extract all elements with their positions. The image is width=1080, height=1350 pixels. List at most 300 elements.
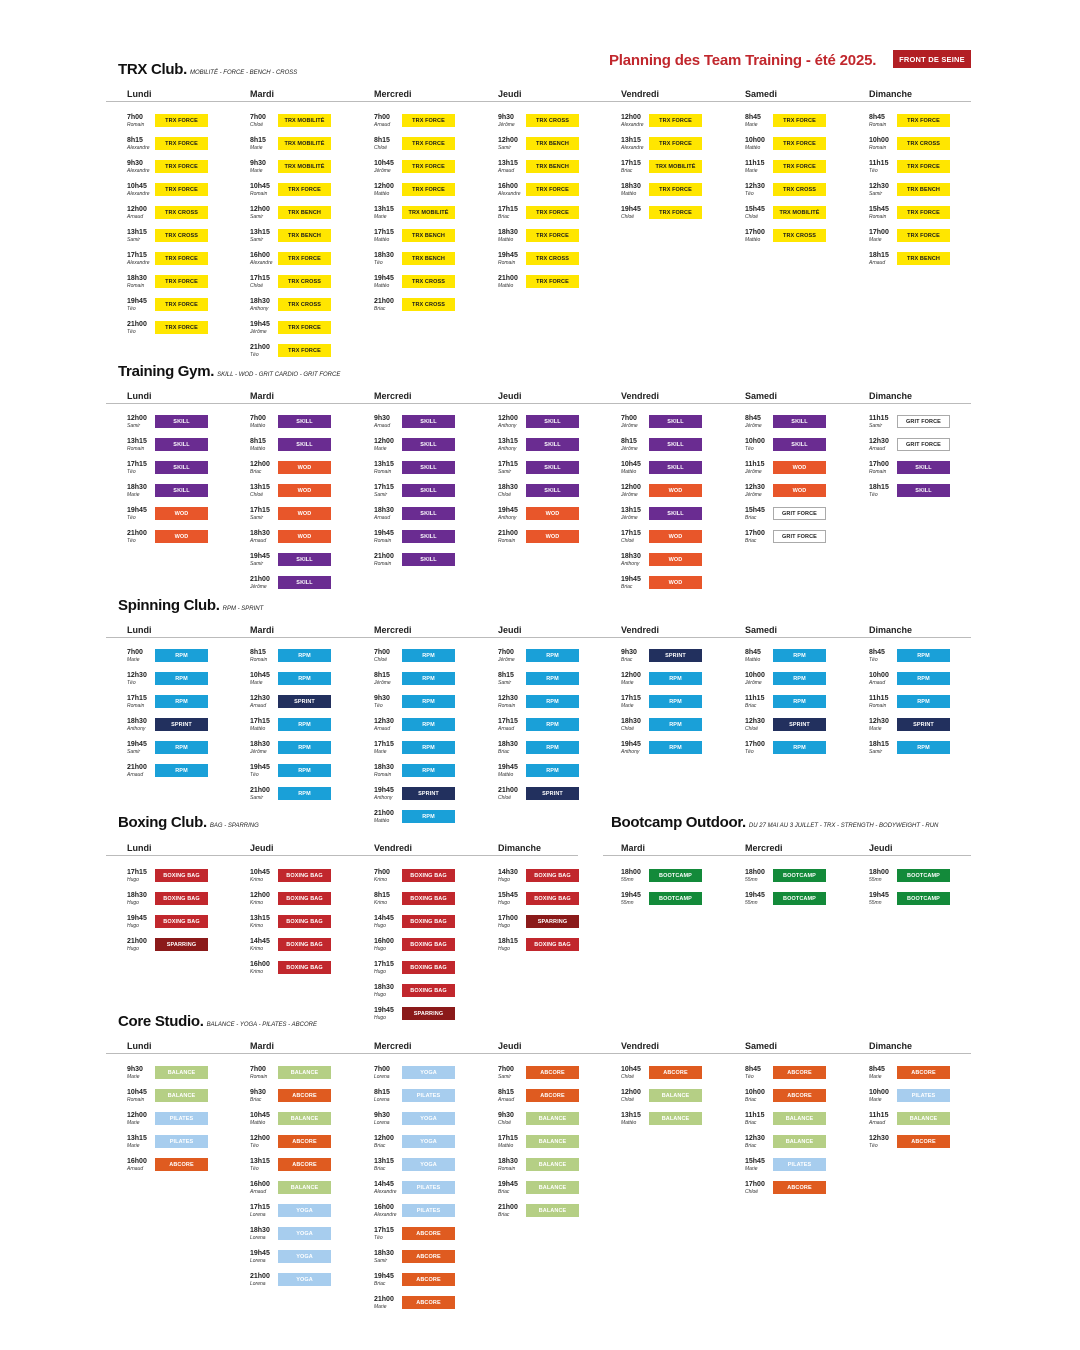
class-badge-boxing-bag[interactable]: BOXING BAG xyxy=(402,938,455,951)
class-badge-sprint[interactable]: SPRINT xyxy=(278,695,331,708)
session-slot xyxy=(498,1135,580,1151)
session-coach: Briac xyxy=(745,1097,757,1103)
day-header-vendredi: Vendredi xyxy=(621,89,660,99)
session-time: 15h45 xyxy=(745,1158,765,1165)
class-badge-trx-force[interactable]: TRX FORCE xyxy=(155,114,208,127)
session-coach: Alexandre xyxy=(127,168,150,174)
session-time: 7h00 xyxy=(498,649,514,656)
session-slot xyxy=(374,1089,456,1105)
session-time: 17h15 xyxy=(498,1135,518,1142)
class-badge-abcore[interactable]: ABCORE xyxy=(402,1250,455,1263)
class-badge-sprint[interactable]: SPRINT xyxy=(897,718,950,731)
class-badge-bootcamp[interactable]: BOOTCAMP xyxy=(773,892,826,905)
class-badge-skill[interactable]: SKILL xyxy=(402,415,455,428)
session-slot xyxy=(374,275,456,291)
class-badge-boxing-bag[interactable]: BOXING BAG xyxy=(278,869,331,882)
class-badge-trx-bench[interactable]: TRX BENCH xyxy=(526,160,579,173)
session-time: 21h00 xyxy=(127,764,147,771)
class-badge-wod[interactable]: WOD xyxy=(155,530,208,543)
session-slot xyxy=(250,1066,332,1082)
class-badge-sparring[interactable]: SPARRING xyxy=(155,938,208,951)
class-badge-rpm[interactable]: RPM xyxy=(155,695,208,708)
class-badge-balance[interactable]: BALANCE xyxy=(526,1158,579,1171)
class-badge-skill[interactable]: SKILL xyxy=(402,461,455,474)
class-badge-wod[interactable]: WOD xyxy=(526,507,579,520)
class-badge-skill[interactable]: SKILL xyxy=(649,415,702,428)
session-coach: Marie xyxy=(869,726,882,732)
class-badge-trx-cross[interactable]: TRX CROSS xyxy=(526,252,579,265)
class-badge-balance[interactable]: BALANCE xyxy=(526,1181,579,1194)
session-coach: Marie xyxy=(374,214,387,220)
class-badge-bootcamp[interactable]: BOOTCAMP xyxy=(773,869,826,882)
class-badge-trx-force[interactable]: TRX FORCE xyxy=(155,298,208,311)
session-coach: Samir xyxy=(250,561,264,567)
class-badge-rpm[interactable]: RPM xyxy=(155,672,208,685)
class-badge-trx-force[interactable]: TRX FORCE xyxy=(897,114,950,127)
class-badge-trx-mobilite[interactable]: TRX MOBILITÉ xyxy=(278,114,331,127)
class-badge-abcore[interactable]: ABCORE xyxy=(278,1135,331,1148)
class-badge-abcore[interactable]: ABCORE xyxy=(402,1296,455,1309)
session-coach: Romain xyxy=(250,657,268,663)
class-badge-rpm[interactable]: RPM xyxy=(526,718,579,731)
class-badge-balance[interactable]: BALANCE xyxy=(526,1135,579,1148)
session-coach: Mattéo xyxy=(250,726,266,732)
session-slot xyxy=(127,415,209,431)
session-time: 16h00 xyxy=(250,1181,270,1188)
session-time: 19h45 xyxy=(745,892,765,899)
session-coach: Briac xyxy=(745,1143,757,1149)
class-badge-trx-force[interactable]: TRX FORCE xyxy=(155,160,208,173)
class-badge-sprint[interactable]: SPRINT xyxy=(649,649,702,662)
day-header-jeudi: Jeudi xyxy=(498,89,522,99)
class-badge-trx-force[interactable]: TRX FORCE xyxy=(155,321,208,334)
session-coach: Marie xyxy=(127,492,140,498)
class-badge-rpm[interactable]: RPM xyxy=(278,741,331,754)
class-badge-balance[interactable]: BALANCE xyxy=(155,1089,208,1102)
class-badge-trx-cross[interactable]: TRX CROSS xyxy=(526,114,579,127)
class-badge-rpm[interactable]: RPM xyxy=(278,787,331,800)
class-badge-boxing-bag[interactable]: BOXING BAG xyxy=(155,915,208,928)
session-time: 10h45 xyxy=(127,1089,147,1096)
class-badge-rpm[interactable]: RPM xyxy=(897,741,950,754)
session-time: 12h00 xyxy=(127,415,147,422)
class-badge-rpm[interactable]: RPM xyxy=(773,695,826,708)
class-badge-rpm[interactable]: RPM xyxy=(526,649,579,662)
class-badge-rpm[interactable]: RPM xyxy=(897,649,950,662)
class-badge-skill[interactable]: SKILL xyxy=(526,484,579,497)
session-time: 13h15 xyxy=(621,137,641,144)
class-badge-wod[interactable]: WOD xyxy=(278,484,331,497)
class-badge-trx-force[interactable]: TRX FORCE xyxy=(402,137,455,150)
class-badge-trx-cross[interactable]: TRX CROSS xyxy=(773,183,826,196)
class-badge-trx-cross[interactable]: TRX CROSS xyxy=(278,275,331,288)
class-badge-balance[interactable]: BALANCE xyxy=(649,1089,702,1102)
class-badge-trx-force[interactable]: TRX FORCE xyxy=(897,229,950,242)
class-badge-skill[interactable]: SKILL xyxy=(526,438,579,451)
class-badge-skill[interactable]: SKILL xyxy=(278,576,331,589)
class-badge-trx-force[interactable]: TRX FORCE xyxy=(155,252,208,265)
class-badge-yoga[interactable]: YOGA xyxy=(278,1227,331,1240)
class-badge-skill[interactable]: SKILL xyxy=(526,415,579,428)
class-badge-trx-mobilite[interactable]: TRX MOBILITÉ xyxy=(278,137,331,150)
session-coach: Arnaud xyxy=(498,168,515,174)
class-badge-balance[interactable]: BALANCE xyxy=(897,1112,950,1125)
class-badge-skill[interactable]: SKILL xyxy=(402,438,455,451)
session-time: 12h00 xyxy=(621,672,641,679)
class-badge-abcore[interactable]: ABCORE xyxy=(649,1066,702,1079)
class-badge-rpm[interactable]: RPM xyxy=(155,741,208,754)
class-badge-skill[interactable]: SKILL xyxy=(155,438,208,451)
session-time: 7h00 xyxy=(250,415,266,422)
class-badge-trx-cross[interactable]: TRX CROSS xyxy=(155,229,208,242)
class-badge-rpm[interactable]: RPM xyxy=(402,718,455,731)
class-badge-balance[interactable]: BALANCE xyxy=(773,1112,826,1125)
class-badge-wod[interactable]: WOD xyxy=(155,507,208,520)
class-badge-abcore[interactable]: ABCORE xyxy=(526,1089,579,1102)
class-badge-rpm[interactable]: RPM xyxy=(773,649,826,662)
class-badge-trx-force[interactable]: TRX FORCE xyxy=(773,137,826,150)
session-coach: Téo xyxy=(869,168,878,174)
class-badge-trx-force[interactable]: TRX FORCE xyxy=(402,114,455,127)
class-badge-boxing-bag[interactable]: BOXING BAG xyxy=(278,915,331,928)
class-badge-bootcamp[interactable]: BOOTCAMP xyxy=(897,892,950,905)
class-badge-abcore[interactable]: ABCORE xyxy=(278,1089,331,1102)
class-badge-trx-mobilite[interactable]: TRX MOBILITÉ xyxy=(278,160,331,173)
class-badge-skill[interactable]: SKILL xyxy=(278,553,331,566)
class-badge-rpm[interactable]: RPM xyxy=(278,672,331,685)
class-badge-trx-cross[interactable]: TRX CROSS xyxy=(402,298,455,311)
class-badge-pilates[interactable]: PILATES xyxy=(402,1089,455,1102)
session-slot xyxy=(745,461,827,477)
session-coach: Jérôme xyxy=(621,423,638,429)
session-coach: Alexandre xyxy=(374,1189,397,1195)
session-time: 10h45 xyxy=(621,461,641,468)
class-badge-abcore[interactable]: ABCORE xyxy=(402,1227,455,1240)
session-coach: Alexandre xyxy=(127,191,150,197)
session-slot xyxy=(250,321,332,337)
class-badge-pilates[interactable]: PILATES xyxy=(155,1135,208,1148)
session-coach: Marie xyxy=(621,680,634,686)
class-badge-trx-force[interactable]: TRX FORCE xyxy=(526,183,579,196)
class-badge-trx-force[interactable]: TRX FORCE xyxy=(526,275,579,288)
session-slot xyxy=(127,206,209,222)
class-badge-balance[interactable]: BALANCE xyxy=(155,1066,208,1079)
session-coach: Jérôme xyxy=(250,329,267,335)
class-badge-boxing-bag[interactable]: BOXING BAG xyxy=(278,938,331,951)
class-badge-skill[interactable]: SKILL xyxy=(155,415,208,428)
class-badge-boxing-bag[interactable]: BOXING BAG xyxy=(155,892,208,905)
session-coach: Romain xyxy=(498,538,516,544)
class-badge-rpm[interactable]: RPM xyxy=(402,810,455,823)
class-badge-boxing-bag[interactable]: BOXING BAG xyxy=(402,892,455,905)
class-badge-skill[interactable]: SKILL xyxy=(155,461,208,474)
class-badge-rpm[interactable]: RPM xyxy=(773,741,826,754)
class-badge-bootcamp[interactable]: BOOTCAMP xyxy=(649,892,702,905)
class-badge-yoga[interactable]: YOGA xyxy=(278,1204,331,1217)
session-coach: Romain xyxy=(498,703,516,709)
class-badge-trx-mobilite[interactable]: TRX MOBILITÉ xyxy=(649,160,702,173)
class-badge-rpm[interactable]: RPM xyxy=(278,649,331,662)
class-badge-boxing-bag[interactable]: BOXING BAG xyxy=(526,938,579,951)
class-badge-trx-mobilite[interactable]: TRX MOBILITÉ xyxy=(773,206,826,219)
class-badge-yoga[interactable]: YOGA xyxy=(278,1250,331,1263)
class-badge-wod[interactable]: WOD xyxy=(526,530,579,543)
class-badge-balance[interactable]: BALANCE xyxy=(526,1204,579,1217)
class-badge-rpm[interactable]: RPM xyxy=(897,672,950,685)
session-coach: Arnaud xyxy=(869,1120,886,1126)
class-badge-wod[interactable]: WOD xyxy=(278,507,331,520)
class-badge-trx-cross[interactable]: TRX CROSS xyxy=(897,137,950,150)
session-slot xyxy=(374,1007,456,1023)
class-badge-sparring[interactable]: SPARRING xyxy=(402,1007,455,1020)
class-badge-boxing-bag[interactable]: BOXING BAG xyxy=(402,961,455,974)
session-coach: Krimo xyxy=(250,877,264,883)
session-coach: Téo xyxy=(250,352,259,358)
class-badge-abcore[interactable]: ABCORE xyxy=(897,1135,950,1148)
class-badge-wod[interactable]: WOD xyxy=(649,484,702,497)
class-badge-rpm[interactable]: RPM xyxy=(649,672,702,685)
session-coach: Jérôme xyxy=(745,423,762,429)
class-badge-boxing-bag[interactable]: BOXING BAG xyxy=(402,984,455,997)
class-badge-yoga[interactable]: YOGA xyxy=(402,1158,455,1171)
class-badge-wod[interactable]: WOD xyxy=(278,530,331,543)
class-badge-skill[interactable]: SKILL xyxy=(155,484,208,497)
class-badge-rpm[interactable]: RPM xyxy=(649,718,702,731)
session-coach: Téo xyxy=(250,1166,259,1172)
session-coach: Marie xyxy=(127,657,140,663)
class-badge-bootcamp[interactable]: BOOTCAMP xyxy=(897,869,950,882)
class-badge-abcore[interactable]: ABCORE xyxy=(773,1089,826,1102)
class-badge-yoga[interactable]: YOGA xyxy=(402,1066,455,1079)
class-badge-balance[interactable]: BALANCE xyxy=(278,1181,331,1194)
session-coach: Marie xyxy=(250,168,263,174)
class-badge-pilates[interactable]: PILATES xyxy=(402,1181,455,1194)
session-time: 12h30 xyxy=(745,183,765,190)
class-badge-balance[interactable]: BALANCE xyxy=(278,1066,331,1079)
class-badge-rpm[interactable]: RPM xyxy=(526,764,579,777)
class-badge-wod[interactable]: WOD xyxy=(773,461,826,474)
class-badge-skill[interactable]: SKILL xyxy=(773,438,826,451)
class-badge-boxing-bag[interactable]: BOXING BAG xyxy=(402,869,455,882)
class-badge-rpm[interactable]: RPM xyxy=(402,695,455,708)
class-badge-rpm[interactable]: RPM xyxy=(649,695,702,708)
class-badge-skill[interactable]: SKILL xyxy=(402,553,455,566)
session-coach: Chloé xyxy=(745,214,759,220)
class-badge-abcore[interactable]: ABCORE xyxy=(897,1066,950,1079)
class-badge-rpm[interactable]: RPM xyxy=(773,672,826,685)
session-slot xyxy=(250,229,332,245)
class-badge-skill[interactable]: SKILL xyxy=(649,507,702,520)
session-slot xyxy=(374,1135,456,1151)
class-badge-rpm[interactable]: RPM xyxy=(402,672,455,685)
class-badge-rpm[interactable]: RPM xyxy=(278,718,331,731)
session-coach: Anthony xyxy=(127,726,146,732)
session-coach: Lorena xyxy=(374,1120,390,1126)
class-badge-trx-force[interactable]: TRX FORCE xyxy=(278,183,331,196)
class-badge-trx-cross[interactable]: TRX CROSS xyxy=(155,206,208,219)
class-badge-abcore[interactable]: ABCORE xyxy=(773,1181,826,1194)
class-badge-grit-force[interactable]: GRIT FORCE xyxy=(773,507,826,520)
class-badge-abcore[interactable]: ABCORE xyxy=(155,1158,208,1171)
class-badge-sprint[interactable]: SPRINT xyxy=(155,718,208,731)
session-slot xyxy=(374,438,456,454)
class-badge-trx-force[interactable]: TRX FORCE xyxy=(773,114,826,127)
day-header-lundi: Lundi xyxy=(127,391,152,401)
class-badge-trx-force[interactable]: TRX FORCE xyxy=(649,206,702,219)
class-badge-skill[interactable]: SKILL xyxy=(402,484,455,497)
session-coach: Romain xyxy=(498,1166,516,1172)
class-badge-trx-bench[interactable]: TRX BENCH xyxy=(278,206,331,219)
class-badge-trx-force[interactable]: TRX FORCE xyxy=(897,206,950,219)
session-time: 12h00 xyxy=(621,114,641,121)
session-time: 9h30 xyxy=(498,114,514,121)
class-badge-skill[interactable]: SKILL xyxy=(278,438,331,451)
class-badge-skill[interactable]: SKILL xyxy=(773,415,826,428)
class-badge-pilates[interactable]: PILATES xyxy=(155,1112,208,1125)
session-time: 8h45 xyxy=(869,1066,885,1073)
class-badge-skill[interactable]: SKILL xyxy=(897,484,950,497)
class-badge-pilates[interactable]: PILATES xyxy=(897,1089,950,1102)
class-badge-trx-bench[interactable]: TRX BENCH xyxy=(526,137,579,150)
class-badge-skill[interactable]: SKILL xyxy=(278,415,331,428)
class-badge-rpm[interactable]: RPM xyxy=(402,741,455,754)
class-badge-rpm[interactable]: RPM xyxy=(897,695,950,708)
class-badge-trx-force[interactable]: TRX FORCE xyxy=(155,183,208,196)
class-badge-wod[interactable]: WOD xyxy=(649,576,702,589)
class-badge-wod[interactable]: WOD xyxy=(773,484,826,497)
class-badge-balance[interactable]: BALANCE xyxy=(649,1112,702,1125)
class-badge-skill[interactable]: SKILL xyxy=(402,530,455,543)
class-badge-trx-force[interactable]: TRX FORCE xyxy=(649,137,702,150)
session-coach: Romain xyxy=(127,1097,145,1103)
class-badge-wod[interactable]: WOD xyxy=(278,461,331,474)
class-badge-pilates[interactable]: PILATES xyxy=(773,1158,826,1171)
class-badge-yoga[interactable]: YOGA xyxy=(402,1135,455,1148)
class-badge-trx-force[interactable]: TRX FORCE xyxy=(526,229,579,242)
day-header-dimanche: Dimanche xyxy=(869,1041,913,1051)
class-badge-trx-force[interactable]: TRX FORCE xyxy=(649,183,702,196)
class-badge-grit-force[interactable]: GRIT FORCE xyxy=(897,438,950,451)
session-slot xyxy=(745,1181,827,1197)
session-slot xyxy=(498,1181,580,1197)
class-badge-skill[interactable]: SKILL xyxy=(402,507,455,520)
session-time: 10h45 xyxy=(250,1112,270,1119)
class-badge-trx-force[interactable]: TRX FORCE xyxy=(278,252,331,265)
class-badge-balance[interactable]: BALANCE xyxy=(278,1112,331,1125)
session-time: 9h30 xyxy=(498,1112,514,1119)
class-badge-trx-force[interactable]: TRX FORCE xyxy=(897,160,950,173)
class-badge-trx-bench[interactable]: TRX BENCH xyxy=(897,183,950,196)
class-badge-boxing-bag[interactable]: BOXING BAG xyxy=(526,892,579,905)
class-badge-abcore[interactable]: ABCORE xyxy=(402,1273,455,1286)
class-badge-trx-bench[interactable]: TRX BENCH xyxy=(278,229,331,242)
class-badge-trx-cross[interactable]: TRX CROSS xyxy=(773,229,826,242)
class-badge-grit-force[interactable]: GRIT FORCE xyxy=(897,415,950,428)
section-divider xyxy=(106,855,578,856)
class-badge-skill[interactable]: SKILL xyxy=(526,461,579,474)
class-badge-grit-force[interactable]: GRIT FORCE xyxy=(773,530,826,543)
class-badge-abcore[interactable]: ABCORE xyxy=(526,1066,579,1079)
session-coach: Téo xyxy=(869,492,878,498)
class-badge-trx-force[interactable]: TRX FORCE xyxy=(402,183,455,196)
session-coach: Alexandre xyxy=(621,145,644,151)
class-badge-wod[interactable]: WOD xyxy=(649,553,702,566)
class-badge-trx-mobilite[interactable]: TRX MOBILITÉ xyxy=(402,206,455,219)
class-badge-trx-bench[interactable]: TRX BENCH xyxy=(402,252,455,265)
session-coach: Téo xyxy=(745,749,754,755)
session-coach: Hugo xyxy=(374,923,386,929)
class-badge-trx-cross[interactable]: TRX CROSS xyxy=(402,275,455,288)
class-badge-boxing-bag[interactable]: BOXING BAG xyxy=(526,869,579,882)
class-badge-trx-force[interactable]: TRX FORCE xyxy=(402,160,455,173)
class-badge-pilates[interactable]: PILATES xyxy=(402,1204,455,1217)
class-badge-boxing-bag[interactable]: BOXING BAG xyxy=(155,869,208,882)
class-badge-abcore[interactable]: ABCORE xyxy=(278,1158,331,1171)
class-badge-sprint[interactable]: SPRINT xyxy=(526,787,579,800)
class-badge-boxing-bag[interactable]: BOXING BAG xyxy=(278,892,331,905)
class-badge-trx-force[interactable]: TRX FORCE xyxy=(773,160,826,173)
class-badge-trx-force[interactable]: TRX FORCE xyxy=(278,321,331,334)
class-badge-rpm[interactable]: RPM xyxy=(526,672,579,685)
session-coach: Jérôme xyxy=(250,584,267,590)
class-badge-trx-cross[interactable]: TRX CROSS xyxy=(278,298,331,311)
class-badge-skill[interactable]: SKILL xyxy=(649,461,702,474)
session-slot xyxy=(374,507,456,523)
class-badge-abcore[interactable]: ABCORE xyxy=(773,1066,826,1079)
class-badge-sprint[interactable]: SPRINT xyxy=(402,787,455,800)
class-badge-rpm[interactable]: RPM xyxy=(526,695,579,708)
class-badge-sprint[interactable]: SPRINT xyxy=(773,718,826,731)
class-badge-trx-force[interactable]: TRX FORCE xyxy=(278,344,331,357)
class-badge-bootcamp[interactable]: BOOTCAMP xyxy=(649,869,702,882)
session-coach: Arnaud xyxy=(127,214,144,220)
session-time: 18h30 xyxy=(374,507,394,514)
class-badge-trx-bench[interactable]: TRX BENCH xyxy=(402,229,455,242)
session-slot xyxy=(127,252,209,268)
class-badge-balance[interactable]: BALANCE xyxy=(526,1112,579,1125)
class-badge-trx-force[interactable]: TRX FORCE xyxy=(155,275,208,288)
session-time: 9h30 xyxy=(374,1112,390,1119)
class-badge-boxing-bag[interactable]: BOXING BAG xyxy=(278,961,331,974)
class-badge-trx-force[interactable]: TRX FORCE xyxy=(526,206,579,219)
class-badge-yoga[interactable]: YOGA xyxy=(278,1273,331,1286)
class-badge-trx-force[interactable]: TRX FORCE xyxy=(155,137,208,150)
class-badge-rpm[interactable]: RPM xyxy=(155,764,208,777)
session-coach: Romain xyxy=(869,214,887,220)
class-badge-boxing-bag[interactable]: BOXING BAG xyxy=(402,915,455,928)
session-coach: Hugo xyxy=(374,946,386,952)
class-badge-sparring[interactable]: SPARRING xyxy=(526,915,579,928)
class-badge-rpm[interactable]: RPM xyxy=(402,649,455,662)
session-time: 18h30 xyxy=(250,741,270,748)
class-badge-skill[interactable]: SKILL xyxy=(649,438,702,451)
class-badge-yoga[interactable]: YOGA xyxy=(402,1112,455,1125)
class-badge-wod[interactable]: WOD xyxy=(649,530,702,543)
session-slot xyxy=(869,672,951,688)
session-slot xyxy=(127,438,209,454)
class-badge-rpm[interactable]: RPM xyxy=(278,764,331,777)
session-time: 17h00 xyxy=(745,741,765,748)
class-badge-rpm[interactable]: RPM xyxy=(526,741,579,754)
class-badge-rpm[interactable]: RPM xyxy=(155,649,208,662)
class-badge-trx-force[interactable]: TRX FORCE xyxy=(649,114,702,127)
class-badge-rpm[interactable]: RPM xyxy=(402,764,455,777)
day-header-dimanche: Dimanche xyxy=(498,843,542,853)
class-badge-skill[interactable]: SKILL xyxy=(897,461,950,474)
class-badge-rpm[interactable]: RPM xyxy=(649,741,702,754)
class-badge-trx-bench[interactable]: TRX BENCH xyxy=(897,252,950,265)
class-badge-balance[interactable]: BALANCE xyxy=(773,1135,826,1148)
